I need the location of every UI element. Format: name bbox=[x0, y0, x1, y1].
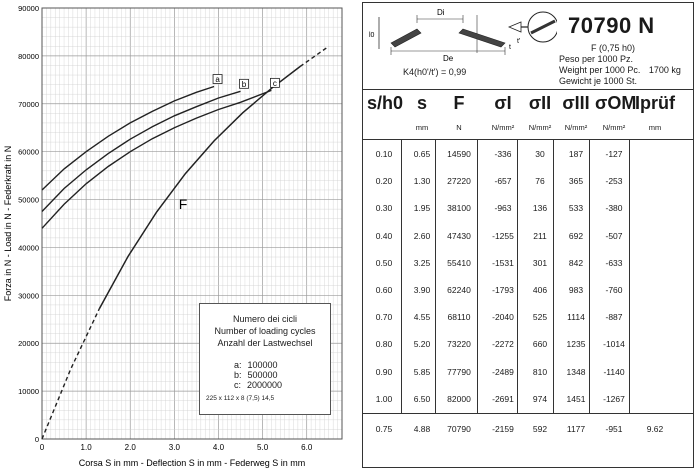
table-cell: 0.20 bbox=[375, 176, 393, 187]
y-tick-label: 30000 bbox=[18, 291, 39, 301]
column-header: σI bbox=[494, 93, 512, 113]
table-footer-cell: -951 bbox=[605, 424, 623, 434]
table-cell: -1267 bbox=[603, 393, 625, 404]
y-tick-label: 0 bbox=[34, 435, 39, 444]
y-tick-label: 90000 bbox=[18, 4, 39, 13]
table-cell: 0.10 bbox=[375, 149, 393, 159]
table-cell: 0.70 bbox=[375, 312, 393, 323]
table-cell: 55410 bbox=[447, 257, 471, 268]
column-unit: N/mm² bbox=[528, 123, 552, 132]
table-cell: -1140 bbox=[603, 366, 625, 377]
y-tick-label: 40000 bbox=[18, 243, 39, 253]
table-cell: 301 bbox=[532, 257, 548, 268]
spec-header bbox=[363, 3, 693, 90]
x-tick-label: 1.0 bbox=[80, 443, 92, 452]
table-cell: 73220 bbox=[447, 339, 471, 350]
y-tick-label: 60000 bbox=[18, 147, 39, 157]
table-cell: 0.50 bbox=[375, 257, 393, 268]
table-cell: 68110 bbox=[447, 312, 471, 323]
column-unit: mm bbox=[415, 123, 429, 132]
table-cell: -657 bbox=[494, 176, 512, 187]
table-cell: 1.00 bbox=[375, 393, 393, 404]
cycles-legend-box bbox=[199, 303, 331, 415]
table-cell: 525 bbox=[532, 312, 548, 323]
column-unit: N/mm² bbox=[602, 123, 626, 132]
legend-cycle-row bbox=[234, 380, 282, 390]
series-F-label: F bbox=[178, 196, 188, 213]
table-footer-cell: 70790 bbox=[447, 424, 471, 434]
table-cell: 660 bbox=[532, 339, 548, 350]
legend-line3: Anzahl der Lastwechsel bbox=[217, 338, 313, 348]
label-di: Di bbox=[437, 8, 445, 17]
table-cell: 0.65 bbox=[413, 149, 431, 159]
table-cell: 974 bbox=[532, 393, 548, 404]
table-cell: 0.30 bbox=[375, 203, 393, 214]
table-cell: 27220 bbox=[447, 176, 471, 187]
weight-label-it: Peso per 1000 Pz. bbox=[559, 54, 634, 64]
table-cell: 62240 bbox=[447, 285, 471, 295]
y-tick-label: 70000 bbox=[18, 99, 39, 109]
table-cell: 0.60 bbox=[375, 285, 393, 295]
legend-cycle-key: a: bbox=[234, 360, 242, 370]
series-b-label: b bbox=[241, 79, 247, 89]
k-factor: K4(h0'/t') = 0,99 bbox=[403, 67, 467, 77]
weight-label-en bbox=[559, 65, 681, 75]
part-number: 70790 N bbox=[568, 13, 655, 38]
table-cell: 4.55 bbox=[413, 312, 431, 323]
table-cell: 1235 bbox=[566, 339, 586, 350]
x-tick-label: 3.0 bbox=[168, 443, 180, 452]
column-unit: N bbox=[456, 123, 462, 132]
y-tick-label: 50000 bbox=[18, 195, 39, 205]
x-tick-label: 2.0 bbox=[124, 443, 136, 452]
legend-line1: Numero dei cicli bbox=[232, 314, 298, 324]
label-lo: l0 bbox=[369, 32, 375, 39]
table-cell: 1451 bbox=[566, 393, 586, 404]
label-t: t bbox=[509, 44, 511, 51]
table-cell: 47430 bbox=[447, 230, 471, 241]
table-footer-divider bbox=[363, 413, 693, 414]
table-cell: -2040 bbox=[492, 312, 514, 323]
table-cell: 211 bbox=[533, 230, 547, 241]
table-footer-cell: 9.62 bbox=[646, 424, 664, 434]
table-cell: 365 bbox=[568, 176, 584, 187]
table-cell: 1.95 bbox=[413, 203, 431, 214]
weight-label-de: Gewicht je 1000 St. bbox=[559, 76, 638, 86]
table-cell: 1114 bbox=[567, 312, 585, 323]
legend-line2: Number of loading cycles bbox=[214, 326, 316, 336]
column-unit: N/mm² bbox=[564, 123, 588, 132]
column-header: s bbox=[416, 93, 427, 113]
table-footer-cell: -2159 bbox=[492, 424, 514, 434]
column-unit: N/mm² bbox=[491, 123, 515, 132]
table-cell: 842 bbox=[568, 257, 584, 268]
y-tick-label: 10000 bbox=[18, 387, 39, 397]
x-tick-label: 4.0 bbox=[212, 443, 225, 452]
table-cell: 14590 bbox=[447, 149, 471, 159]
column-header: s/h0 bbox=[367, 93, 404, 113]
column-header: Iprüf bbox=[635, 93, 675, 113]
table-cell: 810 bbox=[532, 366, 548, 377]
legend-cycle-value: 100000 bbox=[247, 360, 278, 370]
table-cell: -760 bbox=[605, 285, 623, 295]
table-cell: -2691 bbox=[492, 393, 514, 404]
table-cell: 0.40 bbox=[375, 230, 393, 241]
table-cell: 0.80 bbox=[375, 339, 393, 350]
table-cell: 983 bbox=[568, 285, 584, 295]
table-cell: 5.20 bbox=[413, 339, 431, 350]
table-cell: 76 bbox=[535, 176, 545, 187]
table-cell: 3.90 bbox=[413, 285, 431, 295]
table-cell: -1255 bbox=[492, 230, 514, 241]
x-tick-label: 5.0 bbox=[257, 443, 269, 452]
table-cell: 1348 bbox=[566, 366, 586, 377]
table-cell: 0.90 bbox=[375, 366, 393, 377]
table-cell: 5.85 bbox=[413, 366, 431, 377]
legend-dimensions: 225 x 112 x 8 (7,5) 14,5 bbox=[206, 395, 275, 402]
table-cell: -127 bbox=[605, 149, 623, 159]
column-unit: mm bbox=[648, 123, 662, 132]
table-cell: -887 bbox=[605, 312, 623, 323]
spec-panel bbox=[362, 2, 694, 468]
column-header: σIII bbox=[562, 93, 590, 113]
table-cell: -633 bbox=[605, 257, 623, 268]
x-axis-label: Corsa S in mm - Deflection S in mm - Federweg S in mm bbox=[78, 458, 306, 468]
table-cell: 30 bbox=[535, 149, 545, 159]
legend-cycle-key: c: bbox=[234, 380, 242, 390]
table-header-divider bbox=[363, 139, 693, 140]
table-footer-cell: 0.75 bbox=[375, 424, 393, 434]
table-cell: -2489 bbox=[492, 366, 514, 377]
label-de: De bbox=[443, 54, 454, 63]
y-tick-label: 80000 bbox=[18, 51, 39, 61]
legend-cycle-value: 500000 bbox=[247, 370, 278, 380]
legend-cycle-row bbox=[234, 360, 278, 370]
column-divider bbox=[401, 139, 402, 413]
table-cell: 692 bbox=[568, 230, 584, 241]
y-tick-label: 20000 bbox=[18, 339, 39, 349]
legend-cycle-key: b: bbox=[234, 370, 242, 380]
disc-spring-diagram bbox=[367, 5, 557, 67]
x-tick-label: 6.0 bbox=[301, 443, 313, 452]
table-cell: 187 bbox=[568, 149, 584, 159]
table-cell: 38100 bbox=[447, 203, 471, 214]
table-cell: -253 bbox=[605, 176, 623, 187]
column-header: σOM bbox=[595, 93, 637, 113]
table-cell: 533 bbox=[568, 203, 584, 214]
column-header: σII bbox=[528, 93, 552, 113]
table-cell: -336 bbox=[494, 149, 512, 159]
legend-cycle-value: 2000000 bbox=[247, 380, 283, 390]
table-cell: 3.25 bbox=[413, 257, 431, 268]
table-cell: 2.60 bbox=[413, 230, 431, 241]
table-cell: -1014 bbox=[603, 339, 625, 350]
column-header: F bbox=[453, 93, 465, 113]
weight-label-en-text: Weight per 1000 Pc. bbox=[559, 65, 641, 75]
table-cell: -380 bbox=[605, 203, 623, 214]
table-cell: -1793 bbox=[492, 285, 514, 295]
table-cell: 6.50 bbox=[413, 393, 431, 404]
table-cell: -507 bbox=[605, 230, 623, 241]
table-cell: -2272 bbox=[492, 339, 514, 350]
x-tick-label: 0 bbox=[39, 443, 45, 452]
table-cell: 82000 bbox=[447, 393, 471, 404]
legend-cycle-row bbox=[234, 370, 278, 380]
table-cell: 77790 bbox=[447, 366, 471, 377]
label-t-prime: t' bbox=[517, 38, 521, 45]
force-note: F (0,75 h0) bbox=[591, 43, 636, 53]
table-cell: 136 bbox=[532, 203, 548, 214]
table-footer-cell: 592 bbox=[532, 424, 548, 434]
table-cell: -1531 bbox=[492, 257, 514, 268]
table-footer-cell: 1177 bbox=[566, 424, 586, 434]
y-axis-label: Forza in N - Load in N - Federkraft in N bbox=[3, 145, 13, 302]
table-footer-cell: 4.88 bbox=[413, 424, 431, 434]
series-a-label: a bbox=[215, 75, 220, 85]
table-cell: -963 bbox=[494, 203, 512, 214]
table-cell: 406 bbox=[532, 285, 548, 295]
series-c-label: c bbox=[272, 78, 277, 88]
weight-value: 1700 kg bbox=[648, 65, 681, 75]
table-cell: 1.30 bbox=[413, 176, 431, 187]
